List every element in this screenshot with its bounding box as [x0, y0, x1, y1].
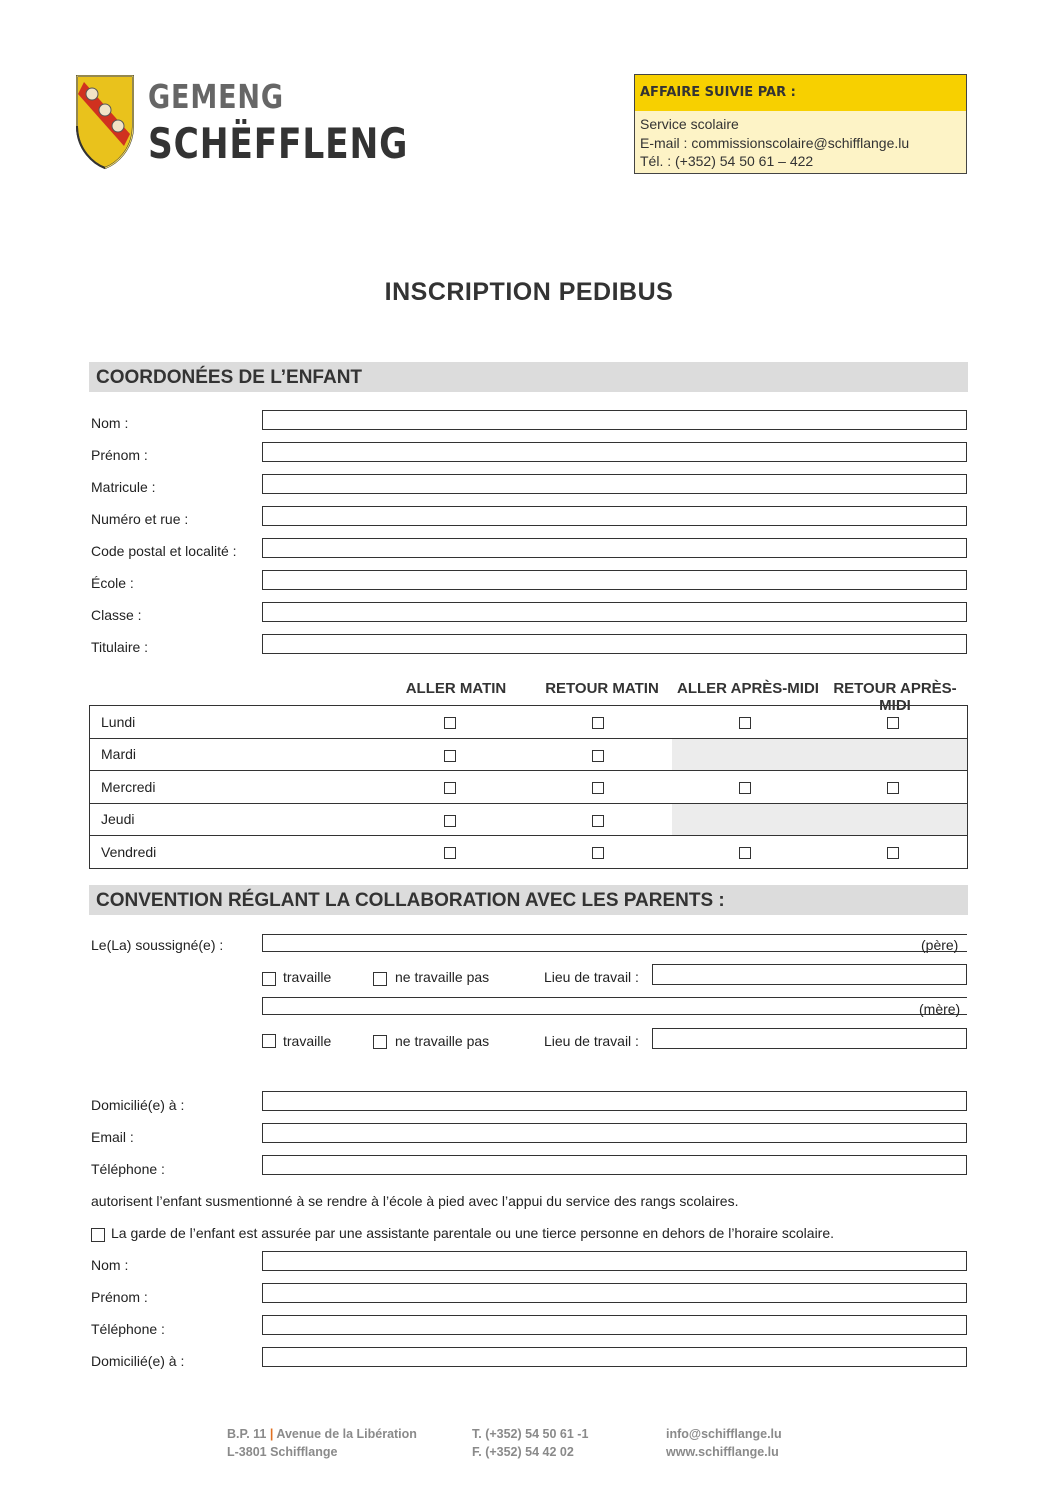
input-mere[interactable] — [262, 997, 967, 1015]
contact-phone: Tél. : (+352) 54 50 61 – 422 — [640, 153, 814, 169]
logo-text-schefflenng: SCHËFFLENG — [148, 119, 409, 168]
coat-of-arms-logo — [74, 74, 136, 170]
checkbox-lundi-aller-apres-midi[interactable] — [739, 717, 751, 729]
input-ecole[interactable] — [262, 570, 967, 590]
contact-header: AFFAIRE SUIVIE PAR : — [635, 75, 966, 111]
label-garde-telephone: Téléphone : — [91, 1321, 165, 1337]
checkbox-jeudi-retour-matin[interactable] — [592, 815, 604, 827]
input-titulaire[interactable] — [262, 634, 967, 654]
label-garde-nom: Nom : — [91, 1257, 129, 1273]
footer-address — [227, 1425, 417, 1461]
schedule-row-mardi — [90, 738, 968, 771]
authorization-text: autorisent l’enfant susmentionné à se rendre à l’école à pied avec l’appui du service des rangs scolaires. — [91, 1193, 739, 1209]
label-code-postal: Code postal et localité : — [91, 543, 237, 559]
input-email[interactable] — [262, 1123, 967, 1143]
contact-box — [634, 74, 967, 174]
label-mere-travaille: travaille — [283, 1033, 332, 1049]
input-telephone[interactable] — [262, 1155, 967, 1175]
label-pere-lieu-travail: Lieu de travail : — [544, 969, 639, 985]
label-mere-lieu-travail: Lieu de travail : — [544, 1033, 639, 1049]
checkbox-vendredi-retour-matin[interactable] — [592, 847, 604, 859]
label-titulaire: Titulaire : — [91, 639, 149, 655]
input-classe[interactable] — [262, 602, 967, 622]
checkbox-vendredi-aller-matin[interactable] — [444, 847, 456, 859]
cell-disabled — [819, 803, 967, 836]
label-garde-domicilie: Domicilié(e) à : — [91, 1353, 185, 1369]
footer-web — [666, 1425, 782, 1461]
col-retour-apres-midi: RETOUR APRÈS-MIDI — [833, 680, 957, 714]
input-numero-rue[interactable] — [262, 506, 967, 526]
label-garde: La garde de l’enfant est assurée par une assistante parentale ou une tierce personne en dehors de l’horaire scolaire. — [111, 1225, 835, 1241]
field-border — [262, 934, 967, 952]
day-mardi: Mardi — [90, 738, 377, 771]
col-aller-matin: ALLER MATIN — [405, 680, 507, 697]
schedule-row-lundi — [90, 706, 968, 739]
checkbox-mardi-retour-matin[interactable] — [592, 750, 604, 762]
checkbox-jeudi-aller-matin[interactable] — [444, 815, 456, 827]
checkbox-lundi-aller-matin[interactable] — [444, 717, 456, 729]
checkbox-vendredi-aller-apres-midi[interactable] — [739, 847, 751, 859]
checkbox-mercredi-retour-matin[interactable] — [592, 782, 604, 794]
checkbox-pere-ne-travaille-pas[interactable] — [373, 968, 387, 987]
logo-text-gemeng: GEMENG — [148, 77, 284, 116]
input-garde-nom[interactable] — [262, 1251, 967, 1271]
cell-disabled — [672, 803, 820, 836]
checkbox-pere-travaille[interactable] — [262, 968, 276, 987]
label-mere-ne-travaille-pas: ne travaille pas — [395, 1033, 490, 1049]
label-ecole: École : — [91, 575, 134, 591]
footer-separator: | — [269, 1427, 274, 1441]
label-matricule: Matricule : — [91, 479, 156, 495]
footer-phones — [472, 1425, 588, 1461]
checkbox-mercredi-retour-apres-midi[interactable] — [887, 782, 899, 794]
input-garde-telephone[interactable] — [262, 1315, 967, 1335]
input-mere-lieu-travail[interactable] — [652, 1028, 967, 1049]
checkbox-mercredi-aller-apres-midi[interactable] — [739, 782, 751, 794]
cell-disabled — [819, 738, 967, 771]
input-domicilie[interactable] — [262, 1091, 967, 1111]
day-jeudi: Jeudi — [90, 803, 377, 836]
schedule-row-mercredi — [90, 771, 968, 804]
input-nom[interactable] — [262, 410, 967, 430]
footer-fax: F. (+352) 54 42 02 — [472, 1445, 574, 1459]
input-matricule[interactable] — [262, 474, 967, 494]
checkbox-garde[interactable] — [91, 1224, 105, 1243]
page-title: INSCRIPTION PEDIBUS — [384, 278, 674, 306]
checkbox-mardi-aller-matin[interactable] — [444, 750, 456, 762]
col-retour-matin: RETOUR MATIN — [545, 680, 659, 697]
col-aller-apres-midi: ALLER APRÈS-MIDI — [677, 680, 819, 697]
footer-website-link[interactable]: www.schifflange.lu — [666, 1445, 779, 1459]
label-pere: (père) — [921, 937, 959, 953]
checkbox-mere-travaille[interactable] — [262, 1030, 276, 1049]
checkbox-vendredi-retour-apres-midi[interactable] — [887, 847, 899, 859]
checkbox-lundi-retour-apres-midi[interactable] — [887, 717, 899, 729]
label-pere-travaille: travaille — [283, 969, 332, 985]
day-vendredi: Vendredi — [90, 836, 377, 869]
section-child-heading: COORDONÉES DE L’ENFANT — [89, 362, 968, 392]
schedule-row-jeudi — [90, 803, 968, 836]
contact-email[interactable]: E-mail : commissionscolaire@schifflange.lu — [640, 134, 910, 151]
label-pere-ne-travaille-pas: ne travaille pas — [395, 969, 490, 985]
checkbox-lundi-retour-matin[interactable] — [592, 717, 604, 729]
day-mercredi: Mercredi — [90, 771, 377, 804]
label-garde-prenom: Prénom : — [91, 1289, 148, 1305]
checkbox-mere-ne-travaille-pas[interactable] — [373, 1031, 387, 1050]
label-domicilie: Domicilié(e) à : — [91, 1097, 185, 1113]
footer-city: L-3801 Schifflange — [227, 1445, 338, 1459]
input-pere-lieu-travail[interactable] — [652, 964, 967, 985]
checkbox-mercredi-aller-matin[interactable] — [444, 782, 456, 794]
input-garde-domicilie[interactable] — [262, 1347, 967, 1367]
label-mere: (mère) — [919, 1001, 961, 1017]
footer-email-link[interactable]: info@schifflange.lu — [666, 1427, 782, 1441]
label-soussigne: Le(La) soussigné(e) : — [91, 937, 224, 953]
footer-bp: B.P. 11 — [227, 1427, 267, 1441]
footer-street: Avenue de la Libération — [276, 1427, 417, 1441]
input-prenom[interactable] — [262, 442, 967, 462]
label-email: Email : — [91, 1129, 134, 1145]
schedule-row-vendredi — [90, 836, 968, 869]
section-convention-heading: CONVENTION RÉGLANT LA COLLABORATION AVEC LES PARENTS : — [89, 885, 968, 915]
contact-service: Service scolaire — [640, 116, 739, 132]
input-code-postal[interactable] — [262, 538, 967, 558]
label-nom: Nom : — [91, 415, 129, 431]
cell-disabled — [672, 738, 820, 771]
label-numero-rue: Numéro et rue : — [91, 511, 189, 527]
day-lundi: Lundi — [90, 706, 377, 739]
label-telephone: Téléphone : — [91, 1161, 165, 1177]
footer-tel: T. (+352) 54 50 61 -1 — [472, 1427, 589, 1441]
input-garde-prenom[interactable] — [262, 1283, 967, 1303]
label-classe: Classe : — [91, 607, 142, 623]
schedule-table — [89, 705, 968, 869]
label-prenom: Prénom : — [91, 447, 148, 463]
